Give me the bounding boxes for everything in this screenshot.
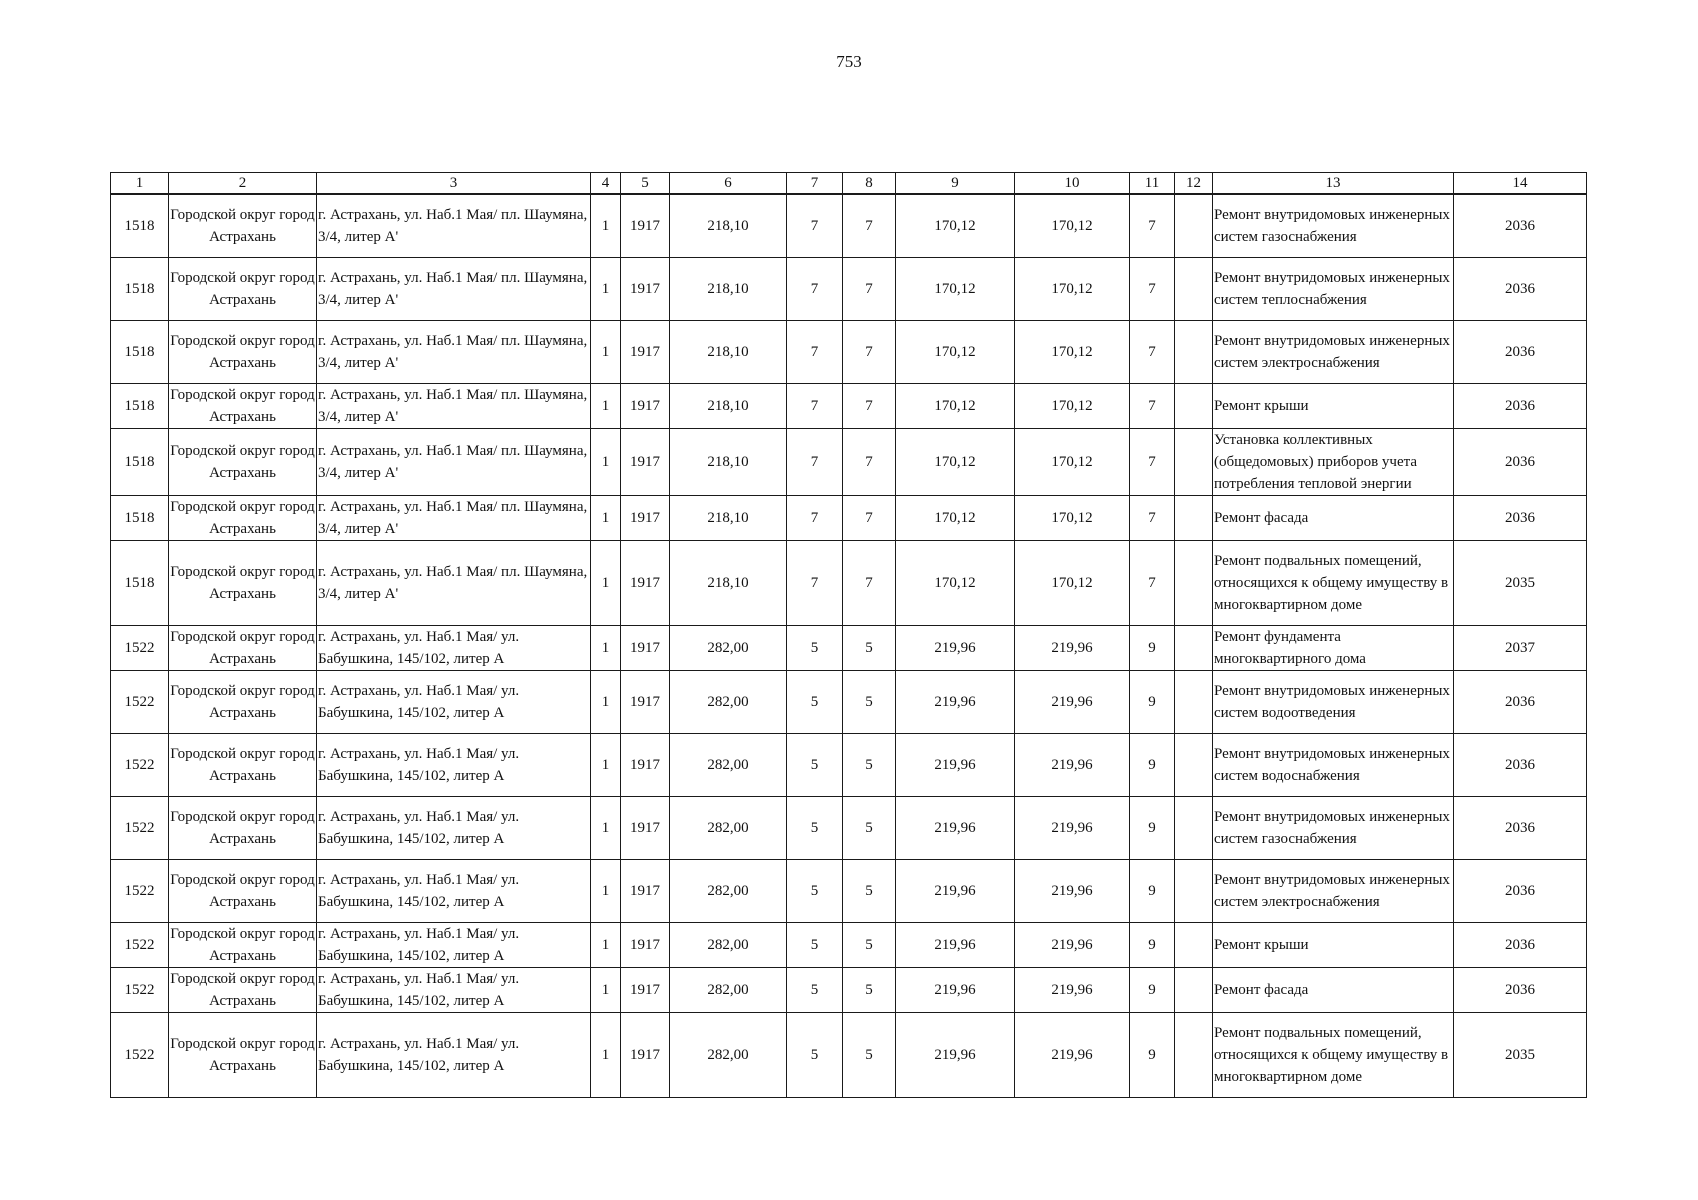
cell-col-7: 5 — [787, 734, 843, 797]
cell-col-10: 219,96 — [1015, 968, 1130, 1013]
cell-col-6: 282,00 — [670, 968, 787, 1013]
cell-col-4: 1 — [591, 321, 621, 384]
cell-col-10: 170,12 — [1015, 429, 1130, 496]
work-type-cell: Ремонт подвальных помещений, относящихся к общему имуществу в многоквартирном доме — [1213, 1013, 1454, 1098]
column-header: 10 — [1015, 173, 1130, 195]
work-type-cell: Ремонт внутридомовых инженерных систем газоснабжения — [1213, 194, 1454, 258]
cell-col-10: 219,96 — [1015, 734, 1130, 797]
municipality-cell: Городской округ город Астрахань — [169, 923, 317, 968]
cell-col-6: 282,00 — [670, 797, 787, 860]
cell-col-8: 5 — [843, 734, 896, 797]
column-header: 1 — [111, 173, 169, 195]
cell-col-9: 170,12 — [896, 429, 1015, 496]
address-cell: г. Астрахань, ул. Наб.1 Мая/ ул. Бабушкина, 145/102, литер А — [317, 626, 591, 671]
cell-col-11: 9 — [1130, 626, 1175, 671]
cell-col-11: 7 — [1130, 194, 1175, 258]
column-header: 11 — [1130, 173, 1175, 195]
cell-col-11: 7 — [1130, 384, 1175, 429]
row-number-cell: 1518 — [111, 194, 169, 258]
cell-col-8: 5 — [843, 860, 896, 923]
planned-year-cell: 2036 — [1454, 321, 1587, 384]
cell-col-4: 1 — [591, 496, 621, 541]
cell-col-8: 7 — [843, 321, 896, 384]
cell-col-11: 7 — [1130, 321, 1175, 384]
cell-col-4: 1 — [591, 429, 621, 496]
municipality-cell: Городской округ город Астрахань — [169, 968, 317, 1013]
planned-year-cell: 2036 — [1454, 429, 1587, 496]
work-type-cell: Ремонт фасада — [1213, 968, 1454, 1013]
table-row — [111, 860, 1587, 923]
cell-col-4: 1 — [591, 734, 621, 797]
cell-col-4: 1 — [591, 923, 621, 968]
work-type-cell: Ремонт фундамента многоквартирного дома — [1213, 626, 1454, 671]
cell-col-12 — [1175, 968, 1213, 1013]
address-cell: г. Астрахань, ул. Наб.1 Мая/ ул. Бабушкина, 145/102, литер А — [317, 923, 591, 968]
cell-col-6: 218,10 — [670, 496, 787, 541]
table-row — [111, 1013, 1587, 1098]
cell-col-7: 7 — [787, 258, 843, 321]
cell-col-9: 170,12 — [896, 258, 1015, 321]
cell-col-6: 282,00 — [670, 626, 787, 671]
row-number-cell: 1518 — [111, 429, 169, 496]
table-row — [111, 258, 1587, 321]
address-cell: г. Астрахань, ул. Наб.1 Мая/ пл. Шаумяна, 3/4, литер А' — [317, 258, 591, 321]
address-cell: г. Астрахань, ул. Наб.1 Мая/ ул. Бабушкина, 145/102, литер А — [317, 797, 591, 860]
cell-col-9: 219,96 — [896, 1013, 1015, 1098]
table-row — [111, 671, 1587, 734]
cell-col-6: 218,10 — [670, 384, 787, 429]
cell-col-6: 282,00 — [670, 860, 787, 923]
cell-col-4: 1 — [591, 384, 621, 429]
cell-col-7: 5 — [787, 860, 843, 923]
column-header: 9 — [896, 173, 1015, 195]
address-cell: г. Астрахань, ул. Наб.1 Мая/ пл. Шаумяна, 3/4, литер А' — [317, 321, 591, 384]
planned-year-cell: 2036 — [1454, 258, 1587, 321]
cell-col-6: 218,10 — [670, 321, 787, 384]
cell-col-11: 9 — [1130, 671, 1175, 734]
cell-col-4: 1 — [591, 860, 621, 923]
address-cell: г. Астрахань, ул. Наб.1 Мая/ ул. Бабушкина, 145/102, литер А — [317, 734, 591, 797]
row-number-cell: 1522 — [111, 734, 169, 797]
column-header: 12 — [1175, 173, 1213, 195]
address-cell: г. Астрахань, ул. Наб.1 Мая/ ул. Бабушкина, 145/102, литер А — [317, 1013, 591, 1098]
cell-col-6: 282,00 — [670, 671, 787, 734]
cell-col-9: 219,96 — [896, 626, 1015, 671]
year-built-cell: 1917 — [621, 384, 670, 429]
planned-year-cell: 2037 — [1454, 626, 1587, 671]
work-type-cell: Ремонт внутридомовых инженерных систем газоснабжения — [1213, 797, 1454, 860]
cell-col-12 — [1175, 671, 1213, 734]
table-row — [111, 384, 1587, 429]
cell-col-9: 219,96 — [896, 923, 1015, 968]
year-built-cell: 1917 — [621, 968, 670, 1013]
address-cell: г. Астрахань, ул. Наб.1 Мая/ ул. Бабушкина, 145/102, литер А — [317, 860, 591, 923]
planned-year-cell: 2035 — [1454, 541, 1587, 626]
column-header: 2 — [169, 173, 317, 195]
cell-col-8: 7 — [843, 429, 896, 496]
work-type-cell: Ремонт крыши — [1213, 384, 1454, 429]
cell-col-12 — [1175, 258, 1213, 321]
table-row — [111, 968, 1587, 1013]
column-header: 8 — [843, 173, 896, 195]
cell-col-11: 9 — [1130, 734, 1175, 797]
repair-schedule-table — [110, 172, 1587, 1098]
address-cell: г. Астрахань, ул. Наб.1 Мая/ пл. Шаумяна, 3/4, литер А' — [317, 541, 591, 626]
address-cell: г. Астрахань, ул. Наб.1 Мая/ ул. Бабушкина, 145/102, литер А — [317, 671, 591, 734]
cell-col-4: 1 — [591, 797, 621, 860]
cell-col-10: 170,12 — [1015, 258, 1130, 321]
planned-year-cell: 2036 — [1454, 734, 1587, 797]
cell-col-12 — [1175, 321, 1213, 384]
row-number-cell: 1518 — [111, 321, 169, 384]
work-type-cell: Ремонт внутридомовых инженерных систем водоотведения — [1213, 671, 1454, 734]
cell-col-7: 7 — [787, 384, 843, 429]
column-header: 14 — [1454, 173, 1587, 195]
municipality-cell: Городской округ город Астрахань — [169, 671, 317, 734]
cell-col-11: 7 — [1130, 429, 1175, 496]
municipality-cell: Городской округ город Астрахань — [169, 194, 317, 258]
cell-col-4: 1 — [591, 258, 621, 321]
work-type-cell: Ремонт внутридомовых инженерных систем электроснабжения — [1213, 860, 1454, 923]
year-built-cell: 1917 — [621, 734, 670, 797]
work-type-cell: Ремонт подвальных помещений, относящихся к общему имуществу в многоквартирном доме — [1213, 541, 1454, 626]
address-cell: г. Астрахань, ул. Наб.1 Мая/ ул. Бабушкина, 145/102, литер А — [317, 968, 591, 1013]
cell-col-12 — [1175, 923, 1213, 968]
row-number-cell: 1522 — [111, 797, 169, 860]
table-row — [111, 541, 1587, 626]
row-number-cell: 1522 — [111, 968, 169, 1013]
cell-col-12 — [1175, 541, 1213, 626]
cell-col-7: 5 — [787, 923, 843, 968]
row-number-cell: 1522 — [111, 1013, 169, 1098]
cell-col-4: 1 — [591, 1013, 621, 1098]
year-built-cell: 1917 — [621, 194, 670, 258]
table-row — [111, 923, 1587, 968]
cell-col-7: 7 — [787, 496, 843, 541]
cell-col-10: 170,12 — [1015, 541, 1130, 626]
cell-col-12 — [1175, 1013, 1213, 1098]
cell-col-11: 7 — [1130, 258, 1175, 321]
planned-year-cell: 2036 — [1454, 968, 1587, 1013]
cell-col-7: 5 — [787, 671, 843, 734]
cell-col-8: 5 — [843, 968, 896, 1013]
year-built-cell: 1917 — [621, 923, 670, 968]
year-built-cell: 1917 — [621, 797, 670, 860]
year-built-cell: 1917 — [621, 258, 670, 321]
cell-col-7: 7 — [787, 194, 843, 258]
work-type-cell: Установка коллективных (общедомовых) приборов учета потребления тепловой энергии — [1213, 429, 1454, 496]
year-built-cell: 1917 — [621, 541, 670, 626]
work-type-cell: Ремонт внутридомовых инженерных систем электроснабжения — [1213, 321, 1454, 384]
row-number-cell: 1518 — [111, 496, 169, 541]
planned-year-cell: 2036 — [1454, 384, 1587, 429]
cell-col-8: 7 — [843, 384, 896, 429]
municipality-cell: Городской округ город Астрахань — [169, 258, 317, 321]
cell-col-6: 218,10 — [670, 194, 787, 258]
cell-col-4: 1 — [591, 968, 621, 1013]
cell-col-10: 219,96 — [1015, 860, 1130, 923]
cell-col-7: 5 — [787, 1013, 843, 1098]
cell-col-7: 7 — [787, 541, 843, 626]
table-row — [111, 321, 1587, 384]
cell-col-8: 7 — [843, 194, 896, 258]
cell-col-9: 219,96 — [896, 968, 1015, 1013]
municipality-cell: Городской округ город Астрахань — [169, 797, 317, 860]
year-built-cell: 1917 — [621, 860, 670, 923]
table-row — [111, 797, 1587, 860]
cell-col-8: 5 — [843, 923, 896, 968]
work-type-cell: Ремонт внутридомовых инженерных систем водоснабжения — [1213, 734, 1454, 797]
municipality-cell: Городской округ город Астрахань — [169, 734, 317, 797]
row-number-cell: 1522 — [111, 671, 169, 734]
cell-col-4: 1 — [591, 671, 621, 734]
cell-col-12 — [1175, 734, 1213, 797]
cell-col-10: 170,12 — [1015, 384, 1130, 429]
cell-col-10: 219,96 — [1015, 923, 1130, 968]
cell-col-11: 9 — [1130, 968, 1175, 1013]
column-header: 5 — [621, 173, 670, 195]
cell-col-9: 170,12 — [896, 321, 1015, 384]
cell-col-6: 282,00 — [670, 923, 787, 968]
row-number-cell: 1518 — [111, 541, 169, 626]
municipality-cell: Городской округ город Астрахань — [169, 321, 317, 384]
cell-col-8: 7 — [843, 496, 896, 541]
cell-col-8: 5 — [843, 1013, 896, 1098]
cell-col-10: 219,96 — [1015, 626, 1130, 671]
cell-col-7: 5 — [787, 626, 843, 671]
column-header: 3 — [317, 173, 591, 195]
planned-year-cell: 2036 — [1454, 496, 1587, 541]
municipality-cell: Городской округ город Астрахань — [169, 384, 317, 429]
cell-col-10: 170,12 — [1015, 194, 1130, 258]
table-row — [111, 626, 1587, 671]
work-type-cell: Ремонт фасада — [1213, 496, 1454, 541]
planned-year-cell: 2036 — [1454, 860, 1587, 923]
cell-col-10: 170,12 — [1015, 496, 1130, 541]
cell-col-9: 170,12 — [896, 194, 1015, 258]
cell-col-12 — [1175, 429, 1213, 496]
cell-col-8: 7 — [843, 258, 896, 321]
year-built-cell: 1917 — [621, 429, 670, 496]
municipality-cell: Городской округ город Астрахань — [169, 860, 317, 923]
cell-col-10: 219,96 — [1015, 797, 1130, 860]
column-header: 7 — [787, 173, 843, 195]
cell-col-10: 219,96 — [1015, 671, 1130, 734]
cell-col-12 — [1175, 384, 1213, 429]
work-type-cell: Ремонт внутридомовых инженерных систем теплоснабжения — [1213, 258, 1454, 321]
cell-col-10: 219,96 — [1015, 1013, 1130, 1098]
table-row — [111, 734, 1587, 797]
year-built-cell: 1917 — [621, 626, 670, 671]
cell-col-12 — [1175, 626, 1213, 671]
address-cell: г. Астрахань, ул. Наб.1 Мая/ пл. Шаумяна, 3/4, литер А' — [317, 496, 591, 541]
municipality-cell: Городской округ город Астрахань — [169, 429, 317, 496]
cell-col-6: 218,10 — [670, 541, 787, 626]
year-built-cell: 1917 — [621, 671, 670, 734]
cell-col-7: 7 — [787, 429, 843, 496]
work-type-cell: Ремонт крыши — [1213, 923, 1454, 968]
planned-year-cell: 2035 — [1454, 1013, 1587, 1098]
cell-col-9: 219,96 — [896, 734, 1015, 797]
municipality-cell: Городской округ город Астрахань — [169, 1013, 317, 1098]
year-built-cell: 1917 — [621, 496, 670, 541]
year-built-cell: 1917 — [621, 1013, 670, 1098]
cell-col-4: 1 — [591, 194, 621, 258]
cell-col-11: 9 — [1130, 923, 1175, 968]
cell-col-9: 219,96 — [896, 860, 1015, 923]
municipality-cell: Городской округ город Астрахань — [169, 496, 317, 541]
cell-col-7: 7 — [787, 321, 843, 384]
cell-col-11: 7 — [1130, 496, 1175, 541]
cell-col-4: 1 — [591, 626, 621, 671]
row-number-cell: 1522 — [111, 860, 169, 923]
cell-col-9: 170,12 — [896, 496, 1015, 541]
cell-col-8: 5 — [843, 626, 896, 671]
cell-col-8: 5 — [843, 671, 896, 734]
row-number-cell: 1522 — [111, 923, 169, 968]
cell-col-9: 170,12 — [896, 541, 1015, 626]
header-row — [111, 173, 1587, 195]
column-header: 13 — [1213, 173, 1454, 195]
planned-year-cell: 2036 — [1454, 797, 1587, 860]
cell-col-9: 219,96 — [896, 671, 1015, 734]
cell-col-11: 9 — [1130, 860, 1175, 923]
cell-col-6: 282,00 — [670, 1013, 787, 1098]
municipality-cell: Городской округ город Астрахань — [169, 626, 317, 671]
column-header: 4 — [591, 173, 621, 195]
cell-col-11: 9 — [1130, 797, 1175, 860]
cell-col-6: 218,10 — [670, 258, 787, 321]
cell-col-10: 170,12 — [1015, 321, 1130, 384]
cell-col-7: 5 — [787, 797, 843, 860]
cell-col-12 — [1175, 194, 1213, 258]
address-cell: г. Астрахань, ул. Наб.1 Мая/ пл. Шаумяна, 3/4, литер А' — [317, 384, 591, 429]
cell-col-12 — [1175, 797, 1213, 860]
page-number: 753 — [836, 52, 862, 71]
planned-year-cell: 2036 — [1454, 923, 1587, 968]
cell-col-9: 170,12 — [896, 384, 1015, 429]
table-row — [111, 429, 1587, 496]
column-header: 6 — [670, 173, 787, 195]
cell-col-6: 218,10 — [670, 429, 787, 496]
cell-col-8: 5 — [843, 797, 896, 860]
planned-year-cell: 2036 — [1454, 671, 1587, 734]
year-built-cell: 1917 — [621, 321, 670, 384]
cell-col-11: 9 — [1130, 1013, 1175, 1098]
municipality-cell: Городской округ город Астрахань — [169, 541, 317, 626]
cell-col-8: 7 — [843, 541, 896, 626]
cell-col-6: 282,00 — [670, 734, 787, 797]
cell-col-9: 219,96 — [896, 797, 1015, 860]
planned-year-cell: 2036 — [1454, 194, 1587, 258]
cell-col-4: 1 — [591, 541, 621, 626]
table-row — [111, 194, 1587, 258]
cell-col-12 — [1175, 860, 1213, 923]
table-row — [111, 496, 1587, 541]
address-cell: г. Астрахань, ул. Наб.1 Мая/ пл. Шаумяна, 3/4, литер А' — [317, 194, 591, 258]
row-number-cell: 1522 — [111, 626, 169, 671]
row-number-cell: 1518 — [111, 384, 169, 429]
cell-col-7: 5 — [787, 968, 843, 1013]
cell-col-11: 7 — [1130, 541, 1175, 626]
row-number-cell: 1518 — [111, 258, 169, 321]
address-cell: г. Астрахань, ул. Наб.1 Мая/ пл. Шаумяна, 3/4, литер А' — [317, 429, 591, 496]
cell-col-12 — [1175, 496, 1213, 541]
